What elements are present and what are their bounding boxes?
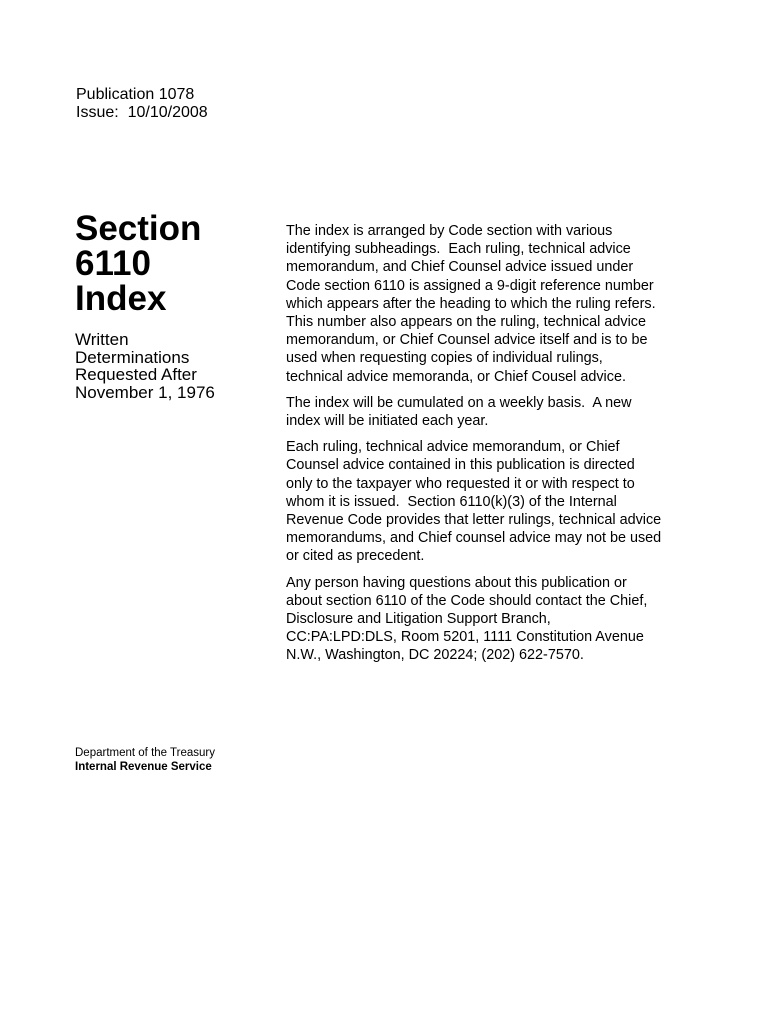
subtitle [75, 331, 265, 401]
subtitle-line: Written [75, 330, 129, 349]
text-line: The index will be cumulated on a weekly basis. A new [286, 394, 632, 411]
text-line: The index is arranged by Code section with various [286, 223, 613, 239]
publication-header [76, 86, 208, 122]
title-line: 6110 [75, 244, 151, 283]
text-line: only to the taxpayer who requested it or with respect to [286, 475, 635, 492]
subtitle-line: Requested After [75, 365, 197, 384]
text-line: Counsel advice contained in this publication is directed [286, 457, 635, 474]
text-line: This number also appears on the ruling, technical advice [286, 314, 646, 331]
title-line: Section [75, 209, 202, 248]
issue-date: Issue: 10/10/2008 [76, 104, 208, 121]
text-line: Any person having questions about this publication or [286, 574, 627, 591]
title-block [75, 211, 265, 401]
publication-number: Publication 1078 [76, 86, 195, 103]
text-line: used when requesting copies of individual rulings, [286, 350, 603, 367]
text-line: or cited as precedent. [286, 548, 425, 565]
text-line: Revenue Code provides that letter rulings, technical advice [286, 512, 662, 529]
title-line: Index [75, 279, 167, 318]
text-line: N.W., Washington, DC 20224; (202) 622-7570. [286, 647, 584, 664]
paragraph-contact [286, 574, 691, 665]
footer [75, 747, 215, 774]
paragraph-index-arrangement [286, 222, 691, 386]
paragraph-cumulation [286, 394, 691, 430]
subtitle-line: Determinations [75, 347, 190, 367]
text-line: memorandums, and Chief counsel advice may not be used [286, 530, 662, 547]
text-line: about section 6110 of the Code should contact the Chief, [286, 592, 648, 609]
text-line: memorandum, or Chief Counsel advice itself and is to be [286, 332, 648, 349]
department-name: Department of the Treasury [75, 747, 215, 759]
body-text [286, 222, 691, 673]
text-line: which appears after the heading to which the ruling refers. [286, 295, 656, 312]
text-line: index will be initiated each year. [286, 413, 489, 430]
text-line: technical advice memoranda, or Chief Cousel advice. [286, 368, 626, 385]
text-line: Each ruling, technical advice memorandum, or Chief [286, 439, 620, 456]
text-line: whom it is issued. Section 6110(k)(3) of the Internal [286, 493, 617, 510]
text-line: CC:PA:LPD:DLS, Room 5201, 1111 Constitution Avenue [286, 629, 644, 646]
text-line: Disclosure and Litigation Support Branch, [286, 611, 551, 628]
paragraph-precedent [286, 438, 691, 565]
text-line: identifying subheadings. Each ruling, technical advice [286, 241, 631, 258]
text-line: Code section 6110 is assigned a 9-digit reference number [286, 277, 654, 294]
subtitle-line: November 1, 1976 [75, 382, 215, 402]
agency-name: Internal Revenue Service [75, 760, 212, 773]
text-line: memorandum, and Chief Counsel advice issued under [286, 259, 634, 276]
